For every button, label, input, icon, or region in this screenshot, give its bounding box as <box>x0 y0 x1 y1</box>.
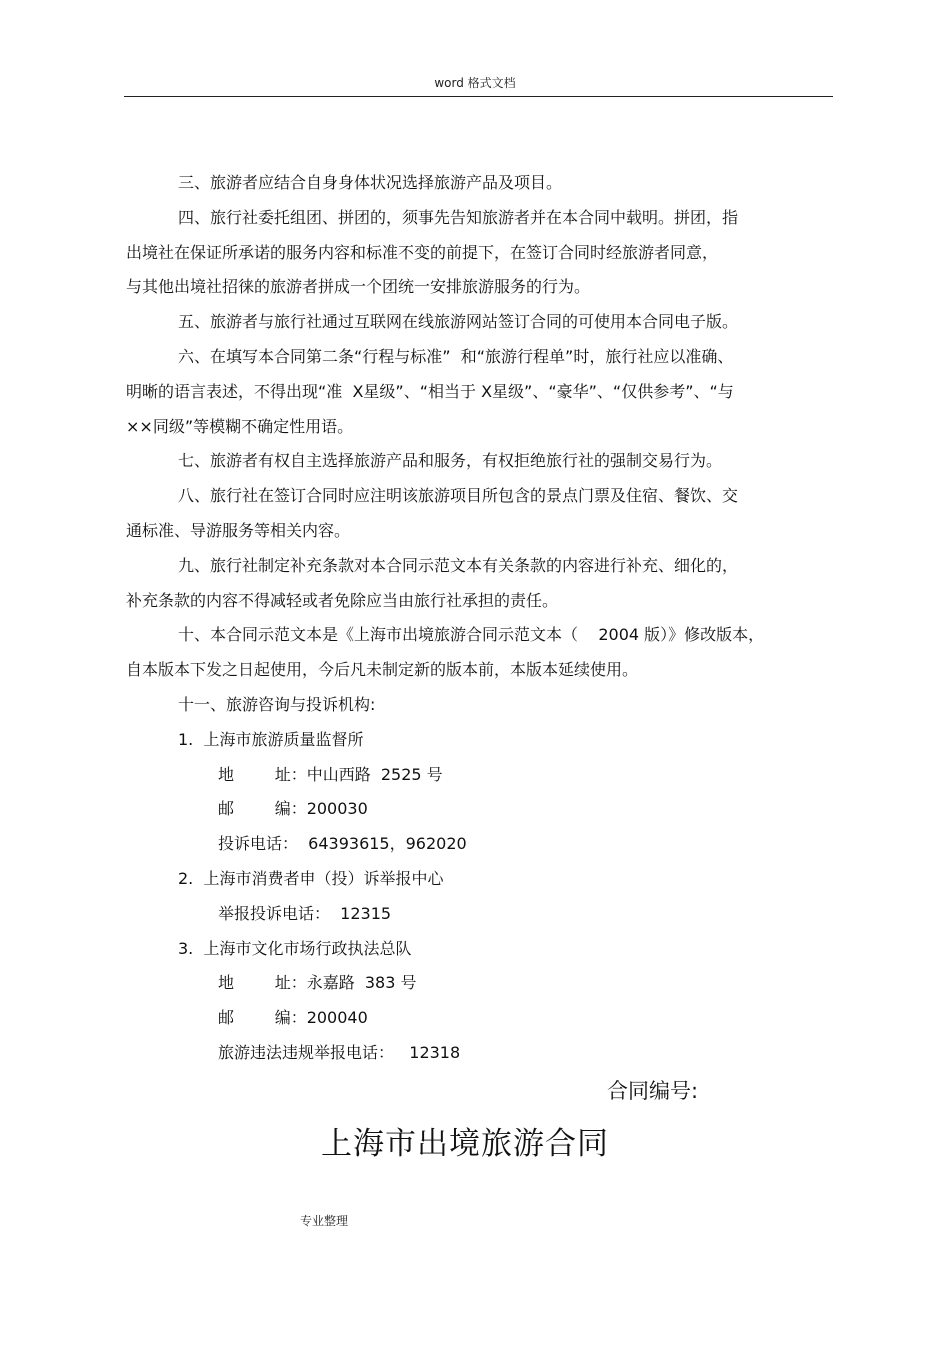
header-divider <box>124 96 833 97</box>
org-1-postcode: 邮 编：200030 <box>218 799 368 819</box>
org-3-postcode: 邮 编：200040 <box>218 1008 368 1028</box>
org-1-address: 地 址：中山西路 2525 号 <box>218 764 443 784</box>
clause-4-line-3: 与其他出境社招徕的旅游者拼成一个团统一安排旅游服务的行为。 <box>126 277 591 297</box>
page-footer: 专业整理 <box>300 1214 349 1228</box>
contract-number-label: 合同编号: <box>607 1079 699 1103</box>
clause-11-heading: 十一、旅游咨询与投诉机构: <box>178 694 376 714</box>
org-1-phone: 投诉电话： 64393615，962020 <box>218 834 467 854</box>
clause-7: 七、旅游者有权自主选择旅游产品和服务，有权拒绝旅行社的强制交易行为。 <box>178 451 723 471</box>
clause-10-line-1: 十、本合同示范文本是《上海市出境旅游合同示范文本（ 2004 版）》修改版本， <box>178 625 765 645</box>
page-header: word 格式文档 <box>434 76 516 90</box>
clause-6-line-1: 六、在填写本合同第二条“行程与标准” 和“旅游行程单”时，旅行社应以准确、 <box>178 346 734 366</box>
org-3-name: 3. 上海市文化市场行政执法总队 <box>178 938 412 958</box>
clause-4-line-2: 出境社在保证所承诺的服务内容和标准不变的前提下，在签订合同时经旅游者同意， <box>126 242 719 262</box>
org-1-name: 1. 上海市旅游质量监督所 <box>178 729 364 749</box>
clause-9-line-1: 九、旅行社制定补充条款对本合同示范文本有关条款的内容进行补充、细化的， <box>178 555 739 575</box>
contract-title: 上海市出境旅游合同 <box>321 1126 609 1162</box>
org-3-phone: 旅游违法违规举报电话： 12318 <box>218 1042 461 1062</box>
org-2-phone: 举报投诉电话： 12315 <box>218 903 392 923</box>
clause-8-line-2: 通标准、导游服务等相关内容。 <box>126 520 351 540</box>
org-3-address: 地 址：永嘉路 383 号 <box>218 973 417 993</box>
clause-4-line-1: 四、旅行社委托组团、拼团的，须事先告知旅游者并在本合同中载明。拼团，指 <box>178 207 739 227</box>
clause-5: 五、旅游者与旅行社通过互联网在线旅游网站签订合同的可使用本合同电子版。 <box>178 312 739 332</box>
document-body <box>126 166 846 1071</box>
clause-6-line-2: 明晰的语言表述，不得出现“准 X星级”、“相当于 X星级”、“豪华”、“仅供参考”、“与 <box>126 381 734 401</box>
clause-8-line-1: 八、旅行社在签订合同时应注明该旅游项目所包含的景点门票及住宿、餐饮、交 <box>178 486 739 506</box>
org-2-name: 2. 上海市消费者申（投）诉举报中心 <box>178 868 444 888</box>
clause-6-line-3: ××同级”等模糊不确定性用语。 <box>126 416 354 436</box>
clause-9-line-2: 补充条款的内容不得减轻或者免除应当由旅行社承担的责任。 <box>126 590 559 610</box>
clause-10-line-2: 自本版本下发之日起使用，今后凡未制定新的版本前，本版本延续使用。 <box>126 660 639 680</box>
clause-3: 三、旅游者应结合自身身体状况选择旅游产品及项目。 <box>178 173 563 192</box>
